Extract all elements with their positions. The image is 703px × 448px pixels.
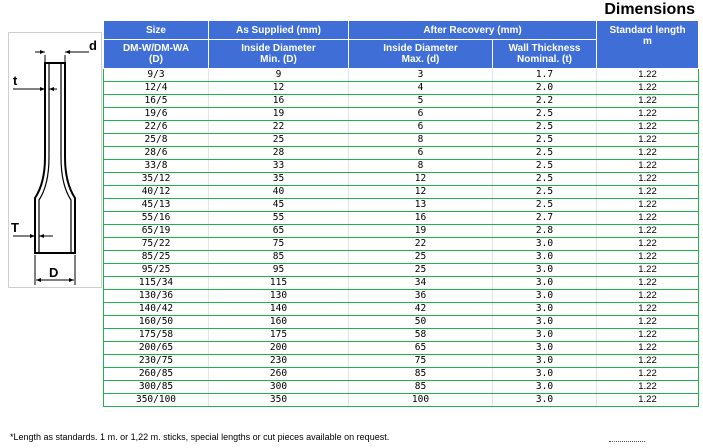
cell-inside-min: 28 <box>209 147 349 160</box>
cell-inside-max: 36 <box>349 290 493 303</box>
table-row <box>104 95 699 108</box>
table-body <box>104 69 699 407</box>
cell-standard-length: 1.22 <box>597 199 699 212</box>
header-inside-max: Inside Diameter Max. (d) <box>349 40 493 69</box>
cell-size: 65/19 <box>104 225 209 238</box>
cell-size: 95/25 <box>104 264 209 277</box>
table-row <box>104 342 699 355</box>
cell-inside-max: 6 <box>349 121 493 134</box>
cell-inside-max: 42 <box>349 303 493 316</box>
table-row <box>104 316 699 329</box>
cell-standard-length: 1.22 <box>597 264 699 277</box>
cell-standard-length: 1.22 <box>597 277 699 290</box>
cell-inside-min: 35 <box>209 173 349 186</box>
cell-inside-max: 8 <box>349 134 493 147</box>
cell-inside-min: 230 <box>209 355 349 368</box>
header-standard-length: Standard length m <box>597 21 699 69</box>
cell-standard-length: 1.22 <box>597 342 699 355</box>
cell-size: 55/16 <box>104 212 209 225</box>
table-row <box>104 82 699 95</box>
cell-wall-thickness: 2.5 <box>493 160 597 173</box>
cell-size: 115/34 <box>104 277 209 290</box>
table-row <box>104 290 699 303</box>
cell-wall-thickness: 2.0 <box>493 82 597 95</box>
cell-size: 28/6 <box>104 147 209 160</box>
table-row <box>104 108 699 121</box>
cell-wall-thickness: 3.0 <box>493 264 597 277</box>
cell-inside-min: 85 <box>209 251 349 264</box>
cell-size: 33/8 <box>104 160 209 173</box>
cell-inside-max: 25 <box>349 264 493 277</box>
cell-standard-length: 1.22 <box>597 394 699 407</box>
cell-size: 22/6 <box>104 121 209 134</box>
table-row <box>104 212 699 225</box>
table-row <box>104 264 699 277</box>
cell-inside-min: 65 <box>209 225 349 238</box>
cell-standard-length: 1.22 <box>597 225 699 238</box>
table-row <box>104 238 699 251</box>
cell-inside-min: 16 <box>209 95 349 108</box>
cell-inside-max: 5 <box>349 95 493 108</box>
cell-inside-max: 4 <box>349 82 493 95</box>
cell-inside-min: 9 <box>209 69 349 82</box>
dimensions-table <box>103 20 699 407</box>
cell-wall-thickness: 2.5 <box>493 147 597 160</box>
cell-standard-length: 1.22 <box>597 173 699 186</box>
table-row <box>104 134 699 147</box>
table-row <box>104 303 699 316</box>
cell-inside-min: 40 <box>209 186 349 199</box>
cell-size: 230/75 <box>104 355 209 368</box>
cell-wall-thickness: 3.0 <box>493 368 597 381</box>
cell-size: 260/85 <box>104 368 209 381</box>
cropped-text-remnant <box>609 441 645 445</box>
cell-standard-length: 1.22 <box>597 238 699 251</box>
cell-inside-min: 95 <box>209 264 349 277</box>
table-row <box>104 381 699 394</box>
cell-standard-length: 1.22 <box>597 212 699 225</box>
table-row <box>104 173 699 186</box>
cell-inside-max: 13 <box>349 199 493 212</box>
cell-inside-max: 25 <box>349 251 493 264</box>
cell-inside-max: 50 <box>349 316 493 329</box>
cell-inside-min: 350 <box>209 394 349 407</box>
cell-wall-thickness: 3.0 <box>493 277 597 290</box>
cell-wall-thickness: 2.5 <box>493 173 597 186</box>
cell-inside-max: 12 <box>349 186 493 199</box>
cell-inside-max: 16 <box>349 212 493 225</box>
cell-standard-length: 1.22 <box>597 95 699 108</box>
cell-size: 175/58 <box>104 329 209 342</box>
cell-standard-length: 1.22 <box>597 355 699 368</box>
cell-size: 45/13 <box>104 199 209 212</box>
cell-wall-thickness: 2.5 <box>493 108 597 121</box>
cell-inside-max: 19 <box>349 225 493 238</box>
table-row <box>104 147 699 160</box>
table-row <box>104 225 699 238</box>
cell-inside-min: 55 <box>209 212 349 225</box>
cell-inside-min: 175 <box>209 329 349 342</box>
cell-inside-max: 65 <box>349 342 493 355</box>
cell-inside-max: 6 <box>349 147 493 160</box>
cell-inside-min: 22 <box>209 121 349 134</box>
cell-size: 300/85 <box>104 381 209 394</box>
cell-standard-length: 1.22 <box>597 251 699 264</box>
cell-inside-min: 12 <box>209 82 349 95</box>
cell-size: 140/42 <box>104 303 209 316</box>
header-as-supplied: As Supplied (mm) <box>209 21 349 40</box>
cell-size: 9/3 <box>104 69 209 82</box>
table-row <box>104 355 699 368</box>
cell-inside-min: 33 <box>209 160 349 173</box>
cell-wall-thickness: 2.8 <box>493 225 597 238</box>
label-t: t <box>13 73 18 88</box>
cell-size: 19/6 <box>104 108 209 121</box>
cell-standard-length: 1.22 <box>597 186 699 199</box>
cell-inside-min: 19 <box>209 108 349 121</box>
sleeve-diagram-drawing <box>9 33 101 287</box>
header-after-recovery: After Recovery (mm) <box>349 21 597 40</box>
header-wall-thickness: Wall Thickness Nominal. (t) <box>493 40 597 69</box>
page-title: Dimensions <box>604 1 695 18</box>
table-row <box>104 121 699 134</box>
cell-wall-thickness: 3.0 <box>493 329 597 342</box>
cell-size: 16/5 <box>104 95 209 108</box>
cell-size: 85/25 <box>104 251 209 264</box>
cell-size: 160/50 <box>104 316 209 329</box>
cell-wall-thickness: 2.5 <box>493 199 597 212</box>
cell-standard-length: 1.22 <box>597 316 699 329</box>
table-row <box>104 199 699 212</box>
cell-size: 40/12 <box>104 186 209 199</box>
cell-standard-length: 1.22 <box>597 69 699 82</box>
cell-wall-thickness: 3.0 <box>493 303 597 316</box>
header-inside-min: Inside Diameter Min. (D) <box>209 40 349 69</box>
cell-wall-thickness: 1.7 <box>493 69 597 82</box>
table-row <box>104 69 699 82</box>
label-d: d <box>89 38 97 53</box>
table-row <box>104 186 699 199</box>
cell-standard-length: 1.22 <box>597 160 699 173</box>
table-row <box>104 394 699 407</box>
cell-wall-thickness: 3.0 <box>493 342 597 355</box>
cell-inside-max: 85 <box>349 368 493 381</box>
cell-inside-min: 45 <box>209 199 349 212</box>
cell-wall-thickness: 3.0 <box>493 316 597 329</box>
table-row <box>104 277 699 290</box>
table-row <box>104 329 699 342</box>
cell-size: 130/36 <box>104 290 209 303</box>
cell-wall-thickness: 2.2 <box>493 95 597 108</box>
cell-wall-thickness: 2.7 <box>493 212 597 225</box>
cell-size: 12/4 <box>104 82 209 95</box>
cell-inside-min: 140 <box>209 303 349 316</box>
cell-standard-length: 1.22 <box>597 134 699 147</box>
cell-wall-thickness: 2.5 <box>493 121 597 134</box>
cell-standard-length: 1.22 <box>597 147 699 160</box>
table-row <box>104 251 699 264</box>
cell-wall-thickness: 3.0 <box>493 355 597 368</box>
cell-standard-length: 1.22 <box>597 368 699 381</box>
cell-inside-min: 260 <box>209 368 349 381</box>
cell-inside-max: 3 <box>349 69 493 82</box>
cell-inside-min: 130 <box>209 290 349 303</box>
cell-inside-max: 6 <box>349 108 493 121</box>
cell-standard-length: 1.22 <box>597 329 699 342</box>
cell-size: 350/100 <box>104 394 209 407</box>
cell-wall-thickness: 3.0 <box>493 290 597 303</box>
cell-inside-min: 300 <box>209 381 349 394</box>
cell-standard-length: 1.22 <box>597 381 699 394</box>
cell-inside-max: 22 <box>349 238 493 251</box>
table-row <box>104 160 699 173</box>
header-size-sub: DM-W/DM-WA (D) <box>104 40 209 69</box>
cell-size: 35/12 <box>104 173 209 186</box>
cell-standard-length: 1.22 <box>597 303 699 316</box>
cell-wall-thickness: 3.0 <box>493 381 597 394</box>
sleeve-diagram <box>8 32 102 288</box>
cell-wall-thickness: 2.5 <box>493 186 597 199</box>
cell-size: 75/22 <box>104 238 209 251</box>
cell-standard-length: 1.22 <box>597 108 699 121</box>
cell-wall-thickness: 3.0 <box>493 238 597 251</box>
cell-inside-max: 100 <box>349 394 493 407</box>
cell-inside-min: 200 <box>209 342 349 355</box>
cell-wall-thickness: 2.5 <box>493 134 597 147</box>
cell-wall-thickness: 3.0 <box>493 251 597 264</box>
label-T: T <box>11 220 19 235</box>
cell-inside-max: 75 <box>349 355 493 368</box>
cell-inside-max: 34 <box>349 277 493 290</box>
cell-inside-max: 8 <box>349 160 493 173</box>
cell-standard-length: 1.22 <box>597 121 699 134</box>
cell-standard-length: 1.22 <box>597 82 699 95</box>
label-D: D <box>49 265 59 280</box>
table-row <box>104 368 699 381</box>
cell-inside-max: 58 <box>349 329 493 342</box>
cell-inside-min: 25 <box>209 134 349 147</box>
header-size: Size <box>104 21 209 40</box>
cell-standard-length: 1.22 <box>597 290 699 303</box>
cell-inside-min: 160 <box>209 316 349 329</box>
cell-wall-thickness: 3.0 <box>493 394 597 407</box>
cell-inside-max: 85 <box>349 381 493 394</box>
cell-size: 25/8 <box>104 134 209 147</box>
cell-size: 200/65 <box>104 342 209 355</box>
footnote: *Length as standards. 1 m. or 1,22 m. sticks, special lengths or cut pieces available on request. <box>10 432 390 442</box>
cell-inside-min: 115 <box>209 277 349 290</box>
cell-inside-min: 75 <box>209 238 349 251</box>
cell-inside-max: 12 <box>349 173 493 186</box>
